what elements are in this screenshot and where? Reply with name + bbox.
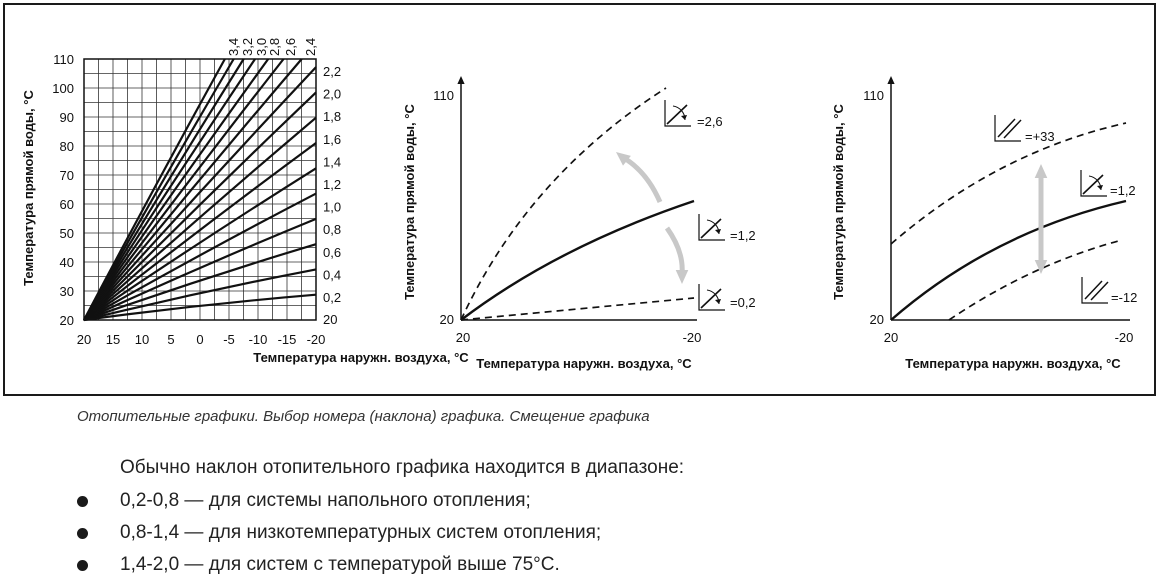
- list-item: [70, 521, 601, 553]
- series-label: =1,2: [730, 228, 756, 243]
- y-tick-label: 60: [59, 197, 74, 212]
- y-tick-label: 80: [59, 139, 74, 154]
- icon-arc-head: [715, 299, 721, 304]
- list-item-text: 0,8-1,4 — для низкотемпературных систем отопления;: [120, 522, 602, 543]
- right-slope-label: 2,0: [323, 86, 342, 102]
- x-tick-label: 0: [196, 332, 204, 347]
- list-item-text: 0,2-0,8 — для системы напольного отопления;: [120, 490, 531, 511]
- x-axis-title: Температура наружн. воздуха, °С: [905, 356, 1121, 371]
- y-tick-label: 20: [439, 312, 454, 327]
- top-slope-label: 2,8: [267, 37, 282, 56]
- y-axis-arrow: [887, 76, 894, 84]
- y-tick-label: 110: [433, 88, 454, 103]
- right-slope-label: 0,2: [323, 290, 342, 305]
- x-tick-label: 20: [76, 332, 92, 347]
- gray-arrow-down: [667, 228, 682, 274]
- charts-svg: [5, 5, 1154, 394]
- list-item: [70, 489, 601, 521]
- right-slope-label: 20: [323, 312, 338, 327]
- x-axis-title: Температура наружн. воздуха, °С: [253, 350, 469, 365]
- icon-arc-head: [1097, 185, 1103, 190]
- figure-caption: Отопительные графики. Выбор номера (наклона) графика. Смещение графика: [77, 408, 650, 425]
- right-slope-label: 2,2: [323, 64, 342, 79]
- x-tick-label: 20: [455, 330, 471, 345]
- series-label: =0,2: [730, 295, 756, 310]
- series-label: =+33: [1025, 129, 1055, 144]
- gray-arrow-up: [624, 158, 660, 202]
- right-slope-label: 1,0: [323, 199, 342, 215]
- right-slope-label: 1,6: [323, 131, 342, 147]
- series-line-minus-12: [949, 240, 1122, 320]
- slope-icon: [699, 284, 725, 310]
- y-tick-label: 70: [59, 168, 74, 183]
- list-item-text: 1,4-2,0 — для систем с температурой выше 75°C.: [120, 554, 560, 575]
- x-tick-label: 10: [134, 332, 150, 347]
- top-slope-label: 3,2: [240, 37, 255, 56]
- shift-icon: [1082, 277, 1108, 303]
- x-tick-label: 15: [105, 332, 121, 347]
- y-tick-label: 110: [53, 52, 74, 67]
- y-tick-label: 40: [59, 255, 74, 270]
- y-tick-label: 110: [863, 88, 884, 103]
- intro-paragraph: Обычно наклон отопительного графика находится в диапазоне:: [120, 457, 685, 478]
- slope-icon: [665, 100, 691, 126]
- right-slope-label: 1,2: [323, 177, 342, 192]
- heating-curves-figure: [3, 3, 1156, 396]
- x-tick-label: -20: [1114, 330, 1134, 345]
- x-tick-label: -10: [248, 332, 268, 347]
- right-slope-label: 1,4: [323, 154, 342, 170]
- series-label: =1,2: [1110, 183, 1136, 198]
- y-tick-label: 20: [869, 312, 884, 327]
- slope-range-list: [70, 489, 601, 585]
- x-tick-label: -20: [682, 330, 702, 345]
- y-tick-label: 30: [59, 284, 74, 299]
- x-tick-label: -5: [223, 332, 235, 347]
- y-axis-title: Температура прямой воды, °С: [831, 104, 846, 300]
- y-tick-label: 90: [59, 110, 74, 125]
- x-tick-label: -15: [277, 332, 297, 347]
- icon-arc-head: [681, 115, 687, 120]
- x-tick-label: 5: [167, 332, 175, 347]
- slope-icon: [1081, 170, 1107, 196]
- right-slope-label: 0,4: [323, 267, 342, 283]
- series-line-2-6: [461, 88, 666, 320]
- y-axis-title: Температура прямой воды, °С: [21, 90, 36, 286]
- shift-icon: [995, 115, 1021, 141]
- bullet-icon: [77, 496, 88, 507]
- list-item: [70, 553, 601, 585]
- slope-icon: [699, 214, 725, 240]
- gray-arrow-shift-up-head: [1035, 164, 1048, 178]
- top-slope-label: 2,4: [303, 37, 318, 56]
- y-tick-label: 20: [59, 313, 74, 328]
- x-tick-label: 20: [883, 330, 899, 345]
- x-tick-label: -20: [306, 332, 326, 347]
- gray-arrow-down-head: [676, 270, 689, 284]
- y-axis-title: Температура прямой воды, °С: [402, 104, 417, 300]
- icon-arc-head: [715, 229, 721, 234]
- series-line-1-2: [891, 201, 1126, 320]
- right-slope-label: 1,8: [323, 109, 342, 125]
- right-slope-label: 0,6: [323, 244, 342, 260]
- series-label: =-12: [1111, 290, 1138, 305]
- y-tick-label: 50: [59, 226, 74, 241]
- bullet-icon: [77, 560, 88, 571]
- series-line-0-2: [461, 298, 694, 320]
- top-slope-label: 3,4: [226, 37, 241, 56]
- top-slope-label: 3,0: [254, 37, 269, 56]
- bullet-icon: [77, 528, 88, 539]
- top-slope-label: 2,6: [283, 37, 298, 56]
- x-axis-title: Температура наружн. воздуха, °С: [476, 356, 692, 371]
- series-label: =2,6: [697, 114, 723, 129]
- y-axis-arrow: [457, 76, 464, 84]
- right-slope-label: 0,8: [323, 222, 342, 238]
- y-tick-label: 100: [52, 81, 74, 96]
